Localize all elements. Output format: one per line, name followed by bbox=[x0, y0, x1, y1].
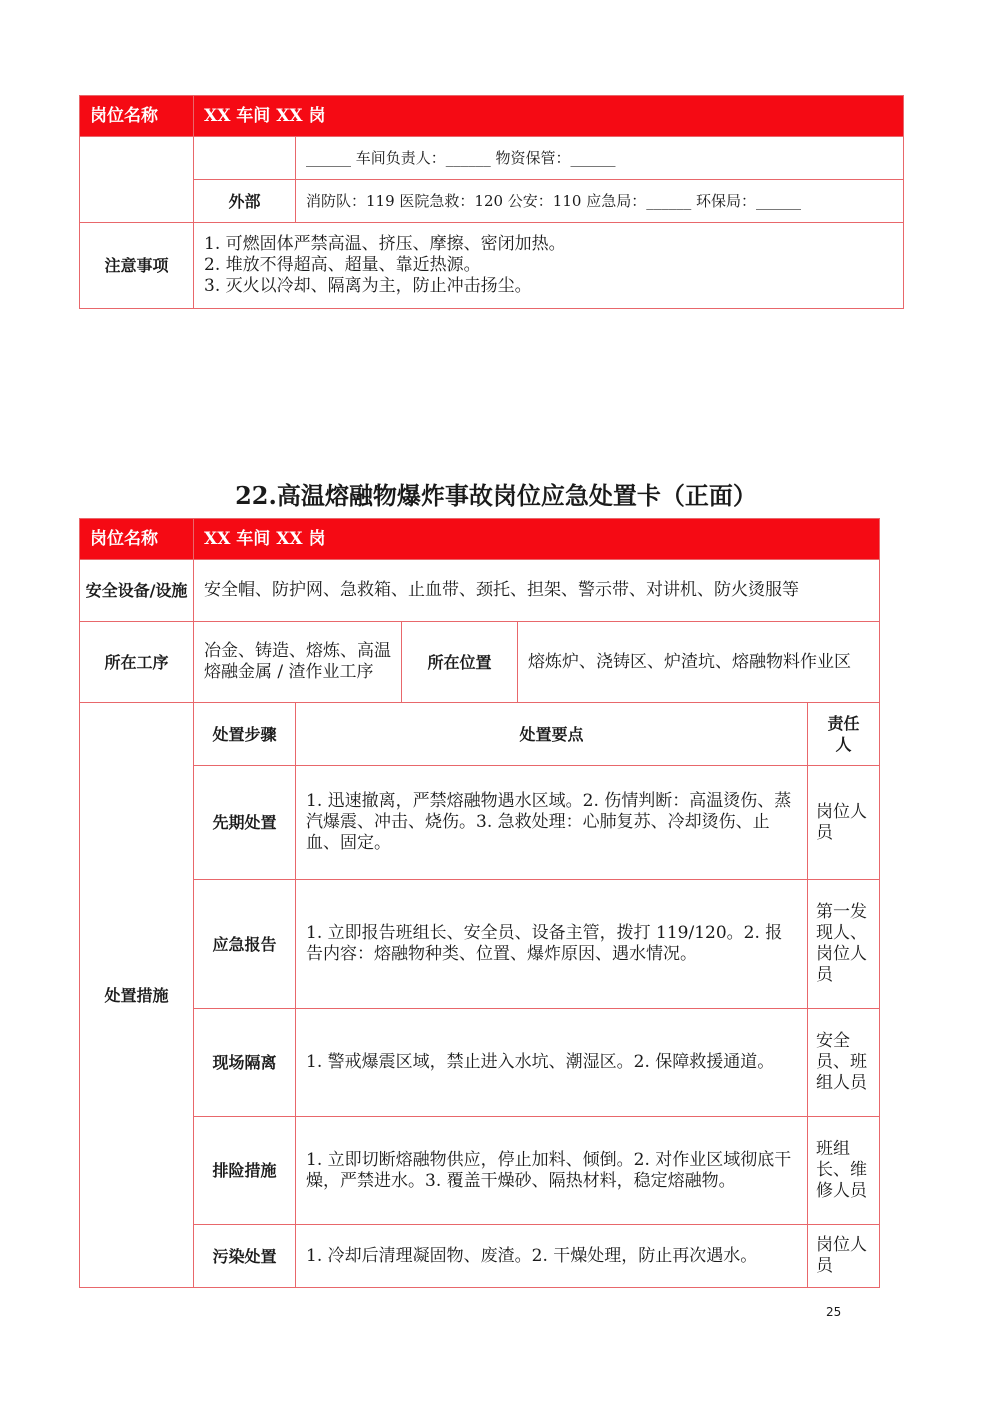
note-item: 3. 灭火以冷却、隔离为主，防止冲击扬尘。 bbox=[204, 276, 532, 296]
step-responsible: 岗位人员 bbox=[808, 766, 880, 880]
card-header bbox=[80, 519, 880, 560]
post-name-value: XX 车间 XX 岗 bbox=[194, 519, 880, 560]
page-number: 25 bbox=[826, 1305, 842, 1319]
process-value: 冶金、铸造、熔炼、高温熔融金属 / 渣作业工序 bbox=[194, 622, 402, 703]
top-internal-contacts: ______ 车间负责人：______ 物资保管：______ bbox=[296, 137, 904, 180]
column-header-step: 处置步骤 bbox=[194, 703, 296, 766]
table-row bbox=[80, 1117, 880, 1225]
step-name: 排险措施 bbox=[194, 1117, 296, 1225]
step-responsible: 岗位人员 bbox=[808, 1225, 880, 1288]
card-title: 22.高温熔融物爆炸事故岗位应急处置卡（正面） bbox=[235, 481, 757, 510]
table-row bbox=[80, 1009, 880, 1117]
step-responsible: 班组长、维修人员 bbox=[808, 1117, 880, 1225]
note-item: 2. 堆放不得超高、超量、靠近热源。 bbox=[204, 255, 481, 275]
top-post-name-label: 岗位名称 bbox=[80, 96, 194, 137]
top-post-name-value: XX 车间 XX 岗 bbox=[194, 96, 904, 137]
equipment-label: 安全设备/设施 bbox=[80, 560, 194, 622]
step-points: 1. 迅速撤离，严禁熔融物遇水区域。2. 伤情判断：高温烫伤、蒸汽爆震、冲击、烧伤。3. 急救处理：心肺复苏、冷却烫伤、止血、固定。 bbox=[296, 766, 808, 880]
column-header-responsible: 责任人 bbox=[808, 703, 880, 766]
top-internal-label bbox=[194, 137, 296, 180]
equipment-value: 安全帽、防护网、急救箱、止血带、颈托、担架、警示带、对讲机、防火烫服等 bbox=[194, 560, 880, 622]
step-points: 1. 警戒爆震区域，禁止进入水坑、潮湿区。2. 保障救援通道。 bbox=[296, 1009, 808, 1117]
table-row bbox=[80, 766, 880, 880]
top-card-header bbox=[80, 96, 904, 137]
top-external-label: 外部 bbox=[194, 180, 296, 223]
top-notes-list bbox=[194, 223, 904, 309]
table-row bbox=[80, 1225, 880, 1288]
top-external-contacts: 消防队：119 医院急救：120 公安：110 应急局：______ 环保局：______ bbox=[296, 180, 904, 223]
emergency-card-table bbox=[79, 518, 880, 1288]
step-points: 1. 立即报告班组长、安全员、设备主管，拨打 119/120。2. 报告内容：熔融物种类、位置、爆炸原因、遇水情况。 bbox=[296, 880, 808, 1009]
step-responsible: 第一发现人、岗位人员 bbox=[808, 880, 880, 1009]
location-value: 熔炼炉、浇铸区、炉渣坑、熔融物料作业区 bbox=[518, 622, 880, 703]
table-row bbox=[80, 880, 880, 1009]
top-contact-blank bbox=[80, 137, 194, 223]
post-name-label: 岗位名称 bbox=[80, 519, 194, 560]
step-name: 先期处置 bbox=[194, 766, 296, 880]
top-card-table bbox=[79, 95, 904, 309]
step-points: 1. 冷却后清理凝固物、废渣。2. 干燥处理，防止再次遇水。 bbox=[296, 1225, 808, 1288]
step-points: 1. 立即切断熔融物供应，停止加料、倾倒。2. 对作业区域彻底干燥，严禁进水。3. 覆盖干燥砂、隔热材料，稳定熔融物。 bbox=[296, 1117, 808, 1225]
top-notes-label: 注意事项 bbox=[80, 223, 194, 309]
column-header-points: 处置要点 bbox=[296, 703, 808, 766]
note-item: 1. 可燃固体严禁高温、挤压、摩擦、密闭加热。 bbox=[204, 234, 566, 254]
process-label: 所在工序 bbox=[80, 622, 194, 703]
step-name: 污染处置 bbox=[194, 1225, 296, 1288]
step-name: 现场隔离 bbox=[194, 1009, 296, 1117]
measures-label: 处置措施 bbox=[80, 703, 194, 1288]
step-name: 应急报告 bbox=[194, 880, 296, 1009]
location-label: 所在位置 bbox=[402, 622, 518, 703]
step-responsible: 安全员、班组人员 bbox=[808, 1009, 880, 1117]
